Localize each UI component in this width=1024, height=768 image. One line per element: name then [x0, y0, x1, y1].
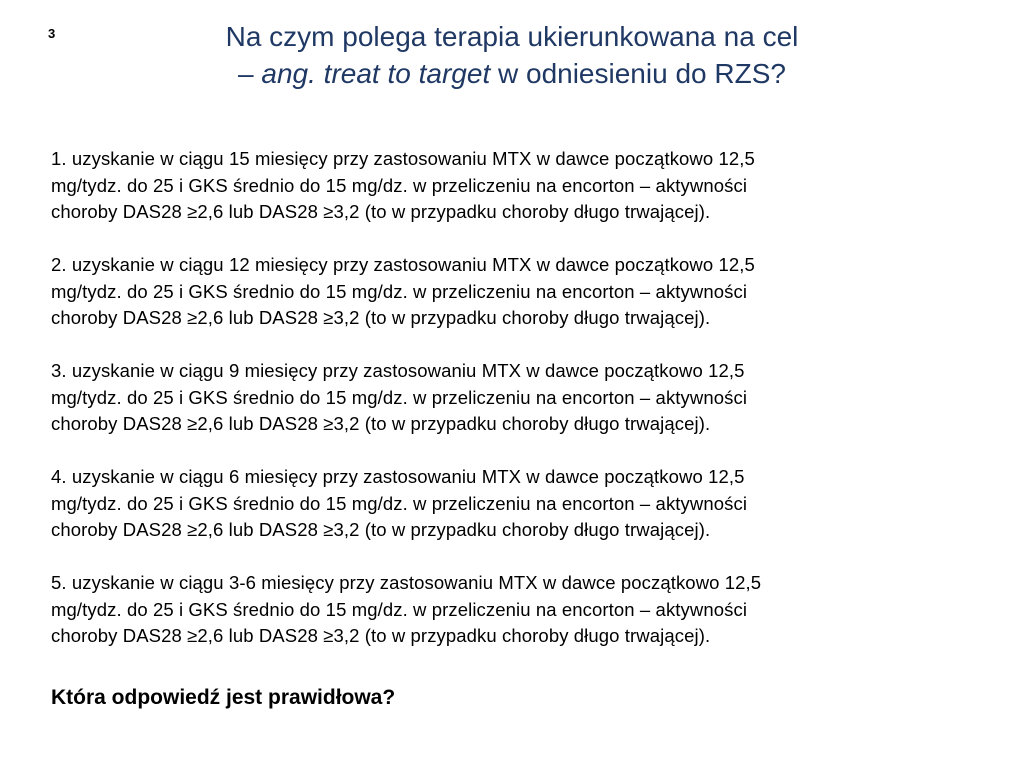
- slide-title: [150, 18, 874, 92]
- option-line: 5. uzyskanie w ciągu 3-6 miesięcy przy zastosowaniu MTX w dawce początkowo 12,5: [51, 572, 762, 593]
- option-line: 1. uzyskanie w ciągu 15 miesięcy przy zastosowaniu MTX w dawce początkowo 12,5: [51, 148, 755, 169]
- title-line-1: Na czym polega terapia ukierunkowana na cel: [225, 21, 799, 52]
- option-line: 4. uzyskanie w ciągu 6 miesięcy przy zastosowaniu MTX w dawce początkowo 12,5: [51, 466, 745, 487]
- option-line: choroby DAS28 ≥2,6 lub DAS28 ≥3,2 (to w przypadku choroby długo trwającej).: [51, 519, 711, 540]
- option-line: mg/tydz. do 25 i GKS średnio do 15 mg/dz. w przeliczeniu na encorton – aktywności: [51, 386, 748, 408]
- option-line: mg/tydz. do 25 i GKS średnio do 15 mg/dz. w przeliczeniu na encorton – aktywności: [51, 492, 748, 514]
- option-line: mg/tydz. do 25 i GKS średnio do 15 mg/dz. w przeliczeniu na encorton – aktywności: [51, 174, 748, 196]
- slide-number: 3: [48, 26, 56, 41]
- option-line: choroby DAS28 ≥2,6 lub DAS28 ≥3,2 (to w przypadku choroby długo trwającej).: [51, 307, 711, 328]
- title-line-2: [150, 55, 874, 92]
- option-line: choroby DAS28 ≥2,6 lub DAS28 ≥3,2 (to w przypadku choroby długo trwającej).: [51, 201, 711, 222]
- title-english-term: ang. treat to target: [261, 58, 491, 89]
- answer-option-5: [51, 570, 1011, 676]
- option-line: mg/tydz. do 25 i GKS średnio do 15 mg/dz. w przeliczeniu na encorton – aktywności: [51, 280, 748, 302]
- option-line: choroby DAS28 ≥2,6 lub DAS28 ≥3,2 (to w przypadku choroby długo trwającej).: [51, 413, 711, 434]
- option-line: 2. uzyskanie w ciągu 12 miesięcy przy zastosowaniu MTX w dawce początkowo 12,5: [51, 254, 755, 275]
- answer-option-4: [51, 464, 1011, 570]
- question-prompt: Która odpowiedź jest prawidłowa?: [51, 686, 396, 709]
- answer-option-3: [51, 358, 1011, 464]
- answer-option-2: [51, 252, 1011, 358]
- answer-option-1: [51, 146, 1011, 252]
- answer-options: [51, 146, 1011, 676]
- option-line: choroby DAS28 ≥2,6 lub DAS28 ≥3,2 (to w przypadku choroby długo trwającej).: [51, 625, 711, 646]
- title-suffix: w odniesieniu do RZS?: [490, 58, 786, 89]
- option-line: 3. uzyskanie w ciągu 9 miesięcy przy zastosowaniu MTX w dawce początkowo 12,5: [51, 360, 745, 381]
- option-line: mg/tydz. do 25 i GKS średnio do 15 mg/dz. w przeliczeniu na encorton – aktywności: [51, 598, 748, 620]
- title-dash: –: [238, 58, 262, 89]
